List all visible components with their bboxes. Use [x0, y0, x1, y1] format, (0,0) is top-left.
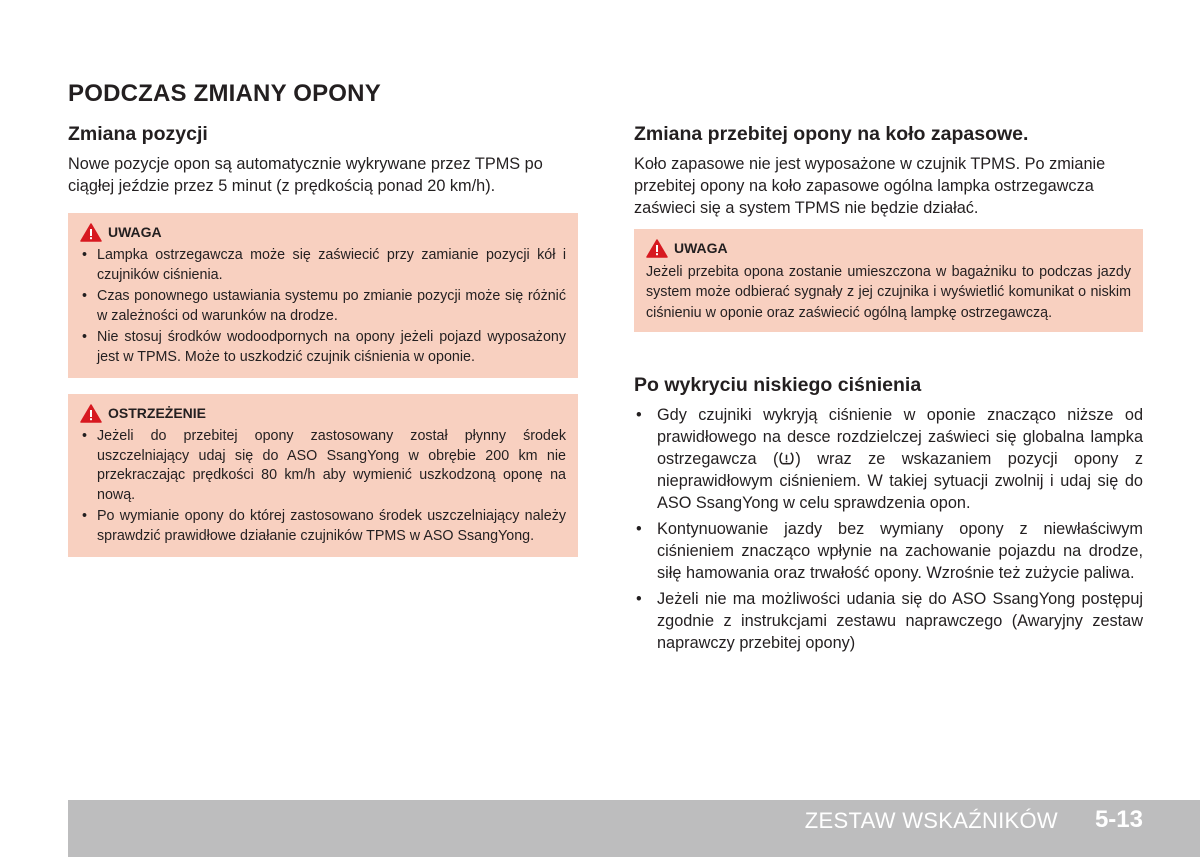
left-column: [68, 121, 578, 557]
list-item: • Jeżeli nie ma możliwości udania się do ASO SsangYong postępuj zgodnie z instrukcjami zestawu naprawczego (Awaryjny zestaw naprawczy przebitej opony): [634, 588, 1143, 654]
caution-header: [80, 222, 566, 242]
right-column: [634, 121, 1143, 658]
caution-text: Jeżeli przebita opona zostanie umieszczona w bagażniku to podczas jazdy system może odbierać sygnały z jej czujnika i wyświetlić komunikat o niskim ciśnieniu w oponie oraz zaświecić ogólną lampkę ostrzegawczą.: [646, 264, 1131, 321]
page-number: 5-13: [1094, 806, 1143, 833]
caution-label: UWAGA: [674, 240, 728, 256]
section-heading-spare-wheel: Zmiana przebitej opony na koło zapasowe.: [634, 123, 1029, 145]
list-item: • Lampka ostrzegawcza może się zaświecić przy zamianie pozycji kół i czujników ciśnienia.: [80, 246, 566, 285]
list-item: • Kontynuowanie jazdy bez wymiany opony z niewłaściwym ciśnieniem znacząco wpłynie na zachowanie pojazdu na drodze, siłę hamowania oraz trwałość opony. Wzrośnie też zużycie paliwa.: [634, 518, 1143, 584]
list-item: • Nie stosuj środków wodoodpornych na opony jeżeli pojazd wyposażony jest w TPMS. Może to uszkodzić czujnik ciśnienia w oponie.: [80, 328, 566, 367]
list-item: • Czas ponownego ustawiania systemu po zmianie pozycji może się różnić w zależności od warunków na drodze.: [80, 287, 566, 326]
tpms-warning-lamp-icon: [778, 450, 795, 467]
caution-box: [68, 213, 578, 378]
caution-box: [634, 229, 1143, 332]
page-title: PODCZAS ZMIANY OPONY: [68, 80, 381, 107]
list-item: • Po wymianie opony do której zastosowano środek uszczelniający należy sprawdzić prawidłowe działanie czujników TPMS w ASO SsangYong.: [80, 507, 566, 546]
caution-header: [646, 238, 1131, 258]
warning-triangle-icon: [646, 239, 668, 258]
low-pressure-list: [634, 404, 1143, 654]
spare-wheel-text: Koło zapasowe nie jest wyposażone w czujnik TPMS. Po zmianie przebitej opony na koło zapasowe ogólna lampka ostrzegawcza zaświeci się a system TPMS nie będzie działać.: [634, 155, 1106, 217]
position-change-text: Nowe pozycje opon są automatycznie wykrywane przez TPMS po ciągłej jeździe przez 5 minut (z prędkością ponad 20 km/h).: [68, 155, 543, 195]
list-item: [634, 404, 1143, 514]
section-heading-low-pressure: Po wykryciu niskiego ciśnienia: [634, 373, 922, 396]
list-item-text: Gdy czujniki wykryją ciśnienie w oponie znacząco niższe od prawidłowego na desce rozdzielczej zaświeci się globalna lampka ostrzegawcza (: [657, 405, 1143, 468]
warning-label: OSTRZEŻENIE: [108, 405, 207, 421]
list-item: • Jeżeli do przebitej opony zastosowany został płynny środek uszczelniający udaj się do ASO SsangYong w obrębie 200 km nie przekraczając prędkości 80 km/h aby wymienić uszkodzoną oponę na nową.: [80, 427, 566, 505]
list-item-text: ) wraz ze wskazaniem pozycji opony z nieprawidłowym ciśnieniem. W takiej sytuacji zwolnij i udaj się do ASO SsangYong w celu sprawdzenia opon.: [657, 449, 1143, 512]
caution-label: UWAGA: [108, 224, 162, 240]
section-heading-position-change: Zmiana pozycji: [68, 123, 208, 145]
warning-triangle-icon: [80, 404, 102, 423]
warning-box: [68, 394, 578, 557]
footer-section-title: ZESTAW WSKAŹNIKÓW: [804, 808, 1058, 833]
warning-header: [80, 403, 566, 423]
footer-bar: [68, 800, 1200, 857]
warning-triangle-icon: [80, 223, 102, 242]
